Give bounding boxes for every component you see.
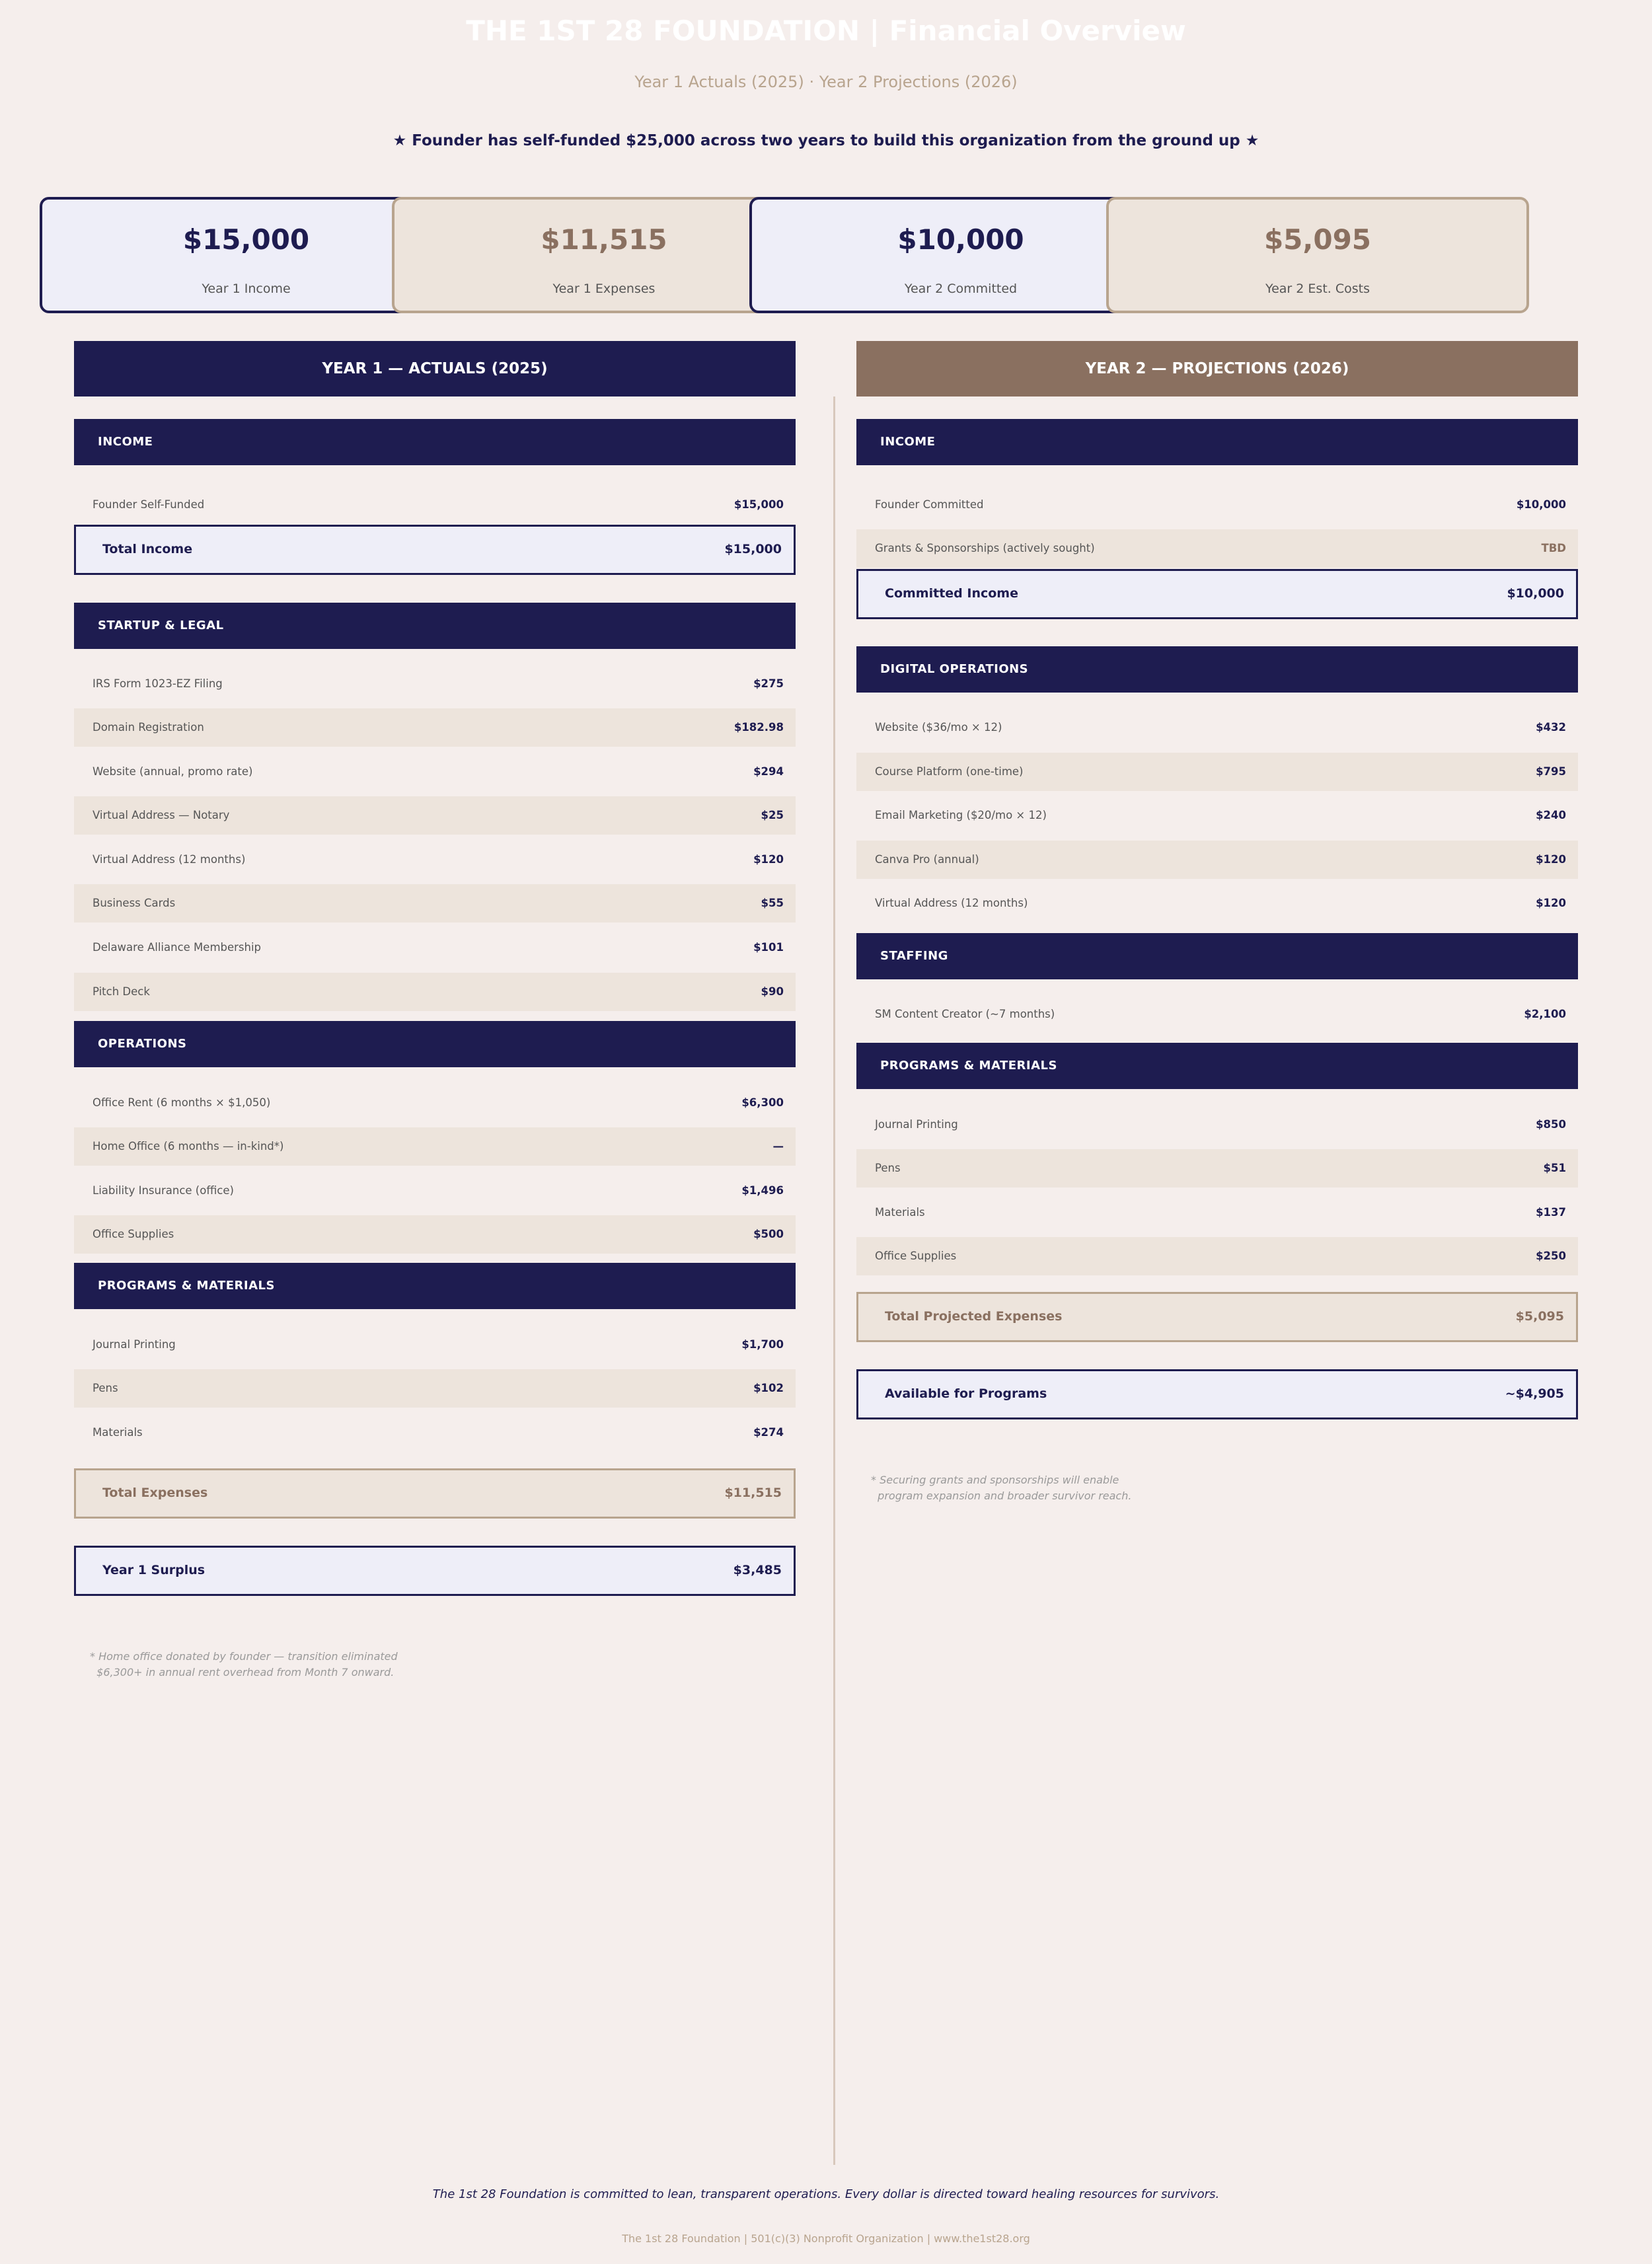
- footer-info: The 1st 28 Foundation | 501(c)(3) Nonprofit Organization | www.the1st28.org: [622, 2232, 1030, 2245]
- row-label: Materials: [875, 1206, 925, 1219]
- row-label: Website ($36/mo × 12): [875, 721, 1002, 734]
- total-label: Committed Income: [885, 586, 1018, 601]
- footer-statement: The 1st 28 Foundation is committed to lean, transparent operations. Every dollar is directed toward healing resources for survivors.: [432, 2187, 1220, 2201]
- row-label: Website (annual, promo rate): [93, 765, 253, 778]
- card-value: $5,095: [1263, 223, 1372, 256]
- year1-total-expenses: [74, 1468, 796, 1519]
- row-amount: $182.98: [733, 721, 784, 734]
- founder-tagline: ★ Founder has self-funded $25,000 across two years to build this organization from the ground up ★: [393, 132, 1259, 149]
- column-divider: [833, 396, 835, 2165]
- row-amount: $250: [1536, 1250, 1566, 1262]
- row-amount: $120: [753, 853, 784, 866]
- page-title: THE 1ST 28 FOUNDATION | Financial Overview: [466, 15, 1186, 47]
- row-amount: $6,300: [741, 1096, 784, 1109]
- row-label: Founder Committed: [875, 498, 984, 511]
- card-label: Year 2 Est. Costs: [1265, 282, 1370, 296]
- year2-heading: YEAR 2 — PROJECTIONS (2026): [856, 341, 1578, 396]
- row-label: Business Cards: [93, 897, 176, 909]
- table-row: [74, 486, 796, 524]
- row-label: Home Office (6 months — in-kind*): [93, 1140, 284, 1152]
- row-label: Liability Insurance (office): [93, 1184, 234, 1197]
- page-subtitle: Year 1 Actuals (2025) · Year 2 Projections (2026): [634, 73, 1018, 91]
- year1-total-income: [74, 525, 796, 575]
- row-amount: $101: [753, 941, 784, 954]
- total-label: Available for Programs: [885, 1386, 1047, 1401]
- total-label: Year 1 Surplus: [102, 1563, 206, 1577]
- row-label: Course Platform (one-time): [875, 765, 1024, 778]
- table-row: [74, 841, 796, 879]
- table-row: [74, 973, 796, 1011]
- total-amount: $11,515: [724, 1486, 782, 1500]
- total-label: Total Projected Expenses: [885, 1309, 1063, 1324]
- total-amount: $10,000: [1507, 586, 1564, 601]
- table-row: [74, 1172, 796, 1210]
- row-amount: $850: [1536, 1118, 1566, 1131]
- table-row: [856, 529, 1578, 568]
- year2-available: [856, 1369, 1578, 1419]
- year1-surplus: [74, 1546, 796, 1596]
- table-row: [74, 1215, 796, 1254]
- row-label: Pens: [875, 1162, 901, 1174]
- table-row: [856, 796, 1578, 835]
- table-row: [74, 1326, 796, 1364]
- row-amount: —: [772, 1140, 784, 1152]
- table-row: [856, 1193, 1578, 1232]
- table-row: [856, 1106, 1578, 1144]
- row-label: Grants & Sponsorships (actively sought): [875, 542, 1095, 554]
- table-row: [74, 665, 796, 703]
- table-row: [74, 1414, 796, 1452]
- row-amount: $2,100: [1524, 1008, 1566, 1020]
- table-row: [856, 884, 1578, 923]
- row-label: Founder Self-Funded: [93, 498, 205, 511]
- row-label: Delaware Alliance Membership: [93, 941, 262, 954]
- year2-footnote: * Securing grants and sponsorships will enable program expansion and broader survivor reach.: [871, 1474, 1132, 1502]
- total-label: Total Expenses: [102, 1486, 208, 1500]
- row-label: Virtual Address (12 months): [875, 897, 1028, 909]
- year2-digital-section: DIGITAL OPERATIONS: [856, 646, 1578, 693]
- row-amount: $25: [761, 809, 784, 821]
- card-label: Year 1 Expenses: [552, 282, 656, 296]
- table-row: [856, 995, 1578, 1034]
- year1-programs-section: PROGRAMS & MATERIALS: [74, 1263, 796, 1309]
- row-label: Domain Registration: [93, 721, 204, 734]
- row-amount: $500: [753, 1228, 784, 1240]
- year2-staffing-section: STAFFING: [856, 933, 1578, 979]
- card-value: $10,000: [897, 223, 1024, 256]
- table-row: [74, 1127, 796, 1166]
- year2-committed-income: [856, 569, 1578, 619]
- row-label: Journal Printing: [875, 1118, 958, 1131]
- table-row: [856, 753, 1578, 791]
- row-amount: $274: [753, 1426, 784, 1439]
- table-row: [74, 1084, 796, 1122]
- row-label: Materials: [93, 1426, 143, 1439]
- row-amount: $102: [753, 1382, 784, 1394]
- row-amount: $1,700: [741, 1338, 784, 1351]
- total-amount: $3,485: [733, 1563, 782, 1577]
- year1-operations-section: OPERATIONS: [74, 1021, 796, 1067]
- row-amount: $240: [1536, 809, 1566, 821]
- row-amount: TBD: [1541, 542, 1566, 554]
- row-amount: $15,000: [733, 498, 784, 511]
- row-label: Office Rent (6 months × $1,050): [93, 1096, 271, 1109]
- table-row: [74, 1369, 796, 1408]
- card-year2-costs: [1106, 197, 1529, 313]
- row-label: Office Supplies: [875, 1250, 957, 1262]
- row-label: Pens: [93, 1382, 118, 1394]
- table-row: [856, 841, 1578, 879]
- table-row: [74, 796, 796, 835]
- table-row: [856, 708, 1578, 747]
- row-label: IRS Form 1023-EZ Filing: [93, 677, 223, 690]
- row-amount: $432: [1536, 721, 1566, 734]
- table-row: [856, 1149, 1578, 1188]
- year2-programs-section: PROGRAMS & MATERIALS: [856, 1043, 1578, 1089]
- table-row: [74, 753, 796, 791]
- row-label: Email Marketing ($20/mo × 12): [875, 809, 1047, 821]
- row-amount: $51: [1543, 1162, 1566, 1174]
- year1-income-section: INCOME: [74, 419, 796, 465]
- total-amount: $5,095: [1515, 1309, 1564, 1324]
- row-amount: $120: [1536, 897, 1566, 909]
- row-amount: $795: [1536, 765, 1566, 778]
- card-label: Year 2 Committed: [904, 282, 1018, 296]
- year1-footnote: * Home office donated by founder — transition eliminated $6,300+ in annual rent overhead from Month 7 onward.: [90, 1650, 398, 1679]
- year2-income-section: INCOME: [856, 419, 1578, 465]
- table-row: [74, 884, 796, 923]
- row-label: Virtual Address — Notary: [93, 809, 230, 821]
- row-label: Office Supplies: [93, 1228, 174, 1240]
- row-amount: $120: [1536, 853, 1566, 866]
- card-year1-income: [40, 197, 453, 313]
- row-label: SM Content Creator (~7 months): [875, 1008, 1055, 1020]
- row-amount: $137: [1536, 1206, 1566, 1219]
- total-label: Total Income: [102, 542, 193, 556]
- row-amount: $294: [753, 765, 784, 778]
- total-amount: ~$4,905: [1505, 1386, 1564, 1401]
- row-amount: $1,496: [741, 1184, 784, 1197]
- row-amount: $10,000: [1516, 498, 1566, 511]
- card-label: Year 1 Income: [202, 282, 291, 296]
- table-row: [74, 708, 796, 747]
- table-row: [856, 1237, 1578, 1275]
- row-label: Virtual Address (12 months): [93, 853, 246, 866]
- row-label: Pitch Deck: [93, 985, 150, 998]
- year1-heading: YEAR 1 — ACTUALS (2025): [74, 341, 796, 396]
- row-label: Journal Printing: [93, 1338, 176, 1351]
- total-amount: $15,000: [724, 542, 782, 556]
- row-amount: $55: [761, 897, 784, 909]
- row-amount: $275: [753, 677, 784, 690]
- year2-total-expenses: [856, 1292, 1578, 1342]
- table-row: [74, 928, 796, 967]
- table-row: [856, 486, 1578, 524]
- row-label: Canva Pro (annual): [875, 853, 979, 866]
- card-value: $11,515: [541, 223, 667, 256]
- year1-startup-section: STARTUP & LEGAL: [74, 603, 796, 649]
- card-value: $15,000: [182, 223, 310, 256]
- row-amount: $90: [761, 985, 784, 998]
